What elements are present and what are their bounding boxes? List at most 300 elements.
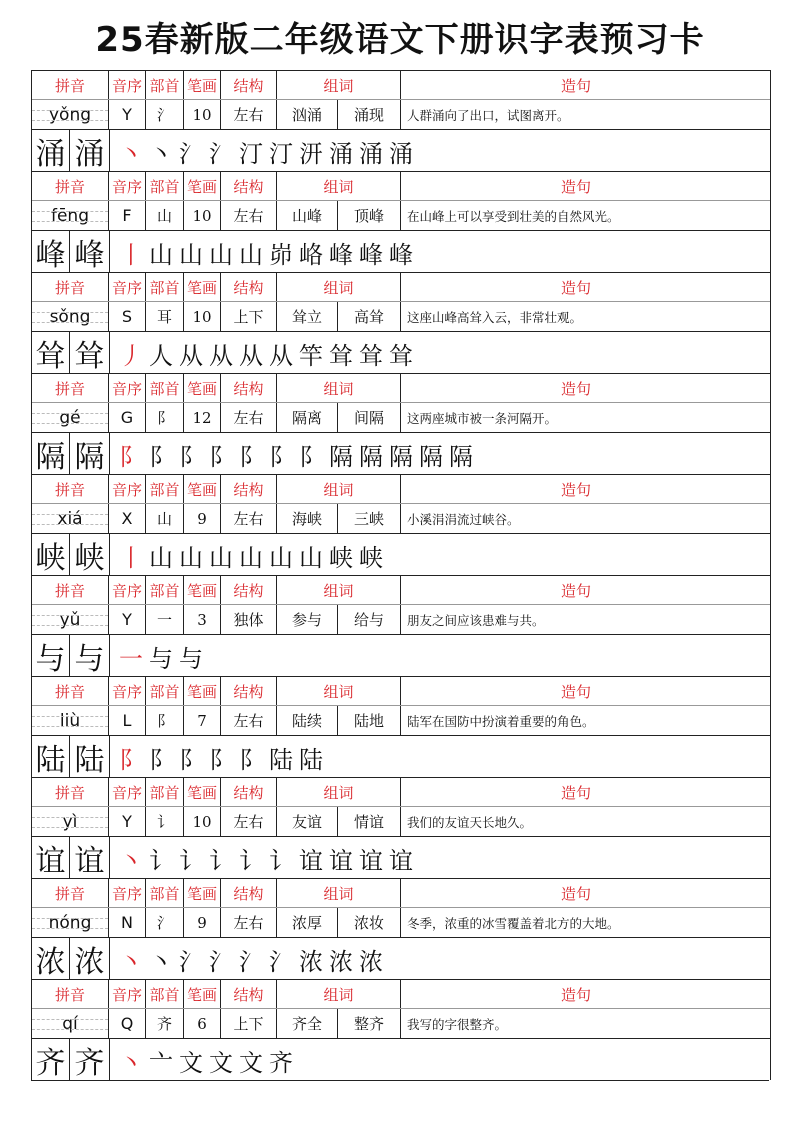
word1-cell: 海峡 <box>277 504 338 533</box>
large-character: 涌 <box>32 130 70 172</box>
header-label: 拼音 <box>54 581 85 600</box>
header-label: 笔画 <box>186 985 217 1004</box>
header-words <box>277 273 401 301</box>
order-letter-cell: N <box>109 908 146 937</box>
pinyin-cell: liù <box>32 706 109 735</box>
header-label: 结构 <box>233 76 264 95</box>
header-label: 拼音 <box>54 884 85 903</box>
header-strokes <box>184 374 221 402</box>
sentence-cell: 小溪涓涓流过峡谷。 <box>407 511 520 527</box>
character-entry <box>32 70 770 171</box>
header-sentence <box>401 475 770 503</box>
stroke-step: 涌 <box>359 139 383 168</box>
header-structure <box>221 172 277 200</box>
page-title: 25春新版二年级语文下册识字表预习卡 <box>95 20 705 60</box>
stroke-step: 阝 <box>269 442 293 471</box>
character-entry <box>32 878 770 979</box>
stroke-step: 与 <box>149 644 173 673</box>
sentence-cell: 我们的友谊天长地久。 <box>407 814 533 830</box>
stroke-step: 人 <box>149 341 173 370</box>
entry-info-row <box>32 908 770 938</box>
stroke-step: 阝 <box>209 442 233 471</box>
pinyin-cell: yì <box>32 807 109 836</box>
word1-cell: 齐全 <box>277 1009 338 1038</box>
large-character: 峰 <box>32 231 70 273</box>
header-label: 组词 <box>323 682 354 701</box>
stroke-sequence <box>116 235 416 270</box>
header-label: 组词 <box>323 177 354 196</box>
header-label: 结构 <box>233 379 264 398</box>
large-character: 齐 <box>32 1039 70 1081</box>
sentence-cell: 人群涌向了出口，试图离开。 <box>407 107 570 123</box>
header-pinyin <box>32 879 109 907</box>
stroke-count-cell: 10 <box>184 100 221 129</box>
stroke-order-row <box>32 130 770 172</box>
stroke-step: 氵 <box>179 947 203 976</box>
header-label: 笔画 <box>186 884 217 903</box>
header-label: 部首 <box>149 379 180 398</box>
stroke-step: 山 <box>149 543 173 572</box>
entry-info-row <box>32 100 770 130</box>
large-character: 峡 <box>32 534 70 576</box>
stroke-step: 从 <box>179 341 203 370</box>
header-structure <box>221 475 277 503</box>
word2-cell: 情谊 <box>338 807 401 836</box>
header-radical <box>146 71 184 99</box>
radical-cell: 一 <box>146 605 184 634</box>
structure-cell: 上下 <box>221 1009 277 1038</box>
word1-cell: 友谊 <box>277 807 338 836</box>
stroke-step: 山 <box>299 543 323 572</box>
header-pinyin <box>32 778 109 806</box>
radical-cell: 氵 <box>146 908 184 937</box>
stroke-step: 阝 <box>149 745 173 774</box>
sentence-cell: 我写的字很整齐。 <box>407 1016 508 1032</box>
structure-cell: 左右 <box>221 403 277 432</box>
header-label: 拼音 <box>54 480 85 499</box>
stroke-sequence <box>116 841 416 876</box>
header-label: 结构 <box>233 985 264 1004</box>
header-words <box>277 980 401 1008</box>
header-label: 音序 <box>111 177 142 196</box>
header-label: 造句 <box>561 76 592 95</box>
header-pinyin <box>32 980 109 1008</box>
stroke-step: 隔 <box>389 442 413 471</box>
order-letter-cell: S <box>109 302 146 331</box>
word1-cell: 山峰 <box>277 201 338 230</box>
large-character: 陆 <box>32 736 70 778</box>
sentence-cell: 冬季，浓重的冰雪覆盖着北方的大地。 <box>407 915 620 931</box>
header-structure <box>221 273 277 301</box>
entry-info-row <box>32 504 770 534</box>
table-bottom-border <box>31 1080 769 1081</box>
stroke-step: 丿 <box>119 341 143 370</box>
header-strokes <box>184 475 221 503</box>
stroke-step: 阝 <box>299 442 323 471</box>
entry-header-row <box>32 172 770 201</box>
header-label: 笔画 <box>186 783 217 802</box>
stroke-step: 讠 <box>269 846 293 875</box>
stroke-sequence <box>116 942 386 977</box>
word2-cell: 陆地 <box>338 706 401 735</box>
stroke-step: 耸 <box>389 341 413 370</box>
entry-info-row <box>32 1009 770 1039</box>
stroke-order-row <box>32 433 770 475</box>
stroke-step: 讠 <box>179 846 203 875</box>
stroke-step: 隔 <box>359 442 383 471</box>
pinyin-cell: xiá <box>32 504 109 533</box>
header-label: 拼音 <box>54 682 85 701</box>
header-label: 组词 <box>323 76 354 95</box>
header-sentence <box>401 273 770 301</box>
stroke-step: 汧 <box>299 139 323 168</box>
header-label: 组词 <box>323 379 354 398</box>
header-label: 造句 <box>561 682 592 701</box>
word1-cell: 浓厚 <box>277 908 338 937</box>
header-label: 音序 <box>111 682 142 701</box>
header-pinyin <box>32 374 109 402</box>
word1-cell: 汹涌 <box>277 100 338 129</box>
header-label: 笔画 <box>186 682 217 701</box>
stroke-order-row <box>32 736 770 778</box>
large-character: 与 <box>32 635 70 677</box>
large-character: 峰 <box>70 231 110 273</box>
stroke-sequence <box>116 740 326 775</box>
character-entry <box>32 777 770 878</box>
pinyin-cell: nóng <box>32 908 109 937</box>
header-label: 结构 <box>233 783 264 802</box>
header-label: 笔画 <box>186 581 217 600</box>
header-label: 造句 <box>561 581 592 600</box>
order-letter-cell: Y <box>109 605 146 634</box>
header-pinyin <box>32 677 109 705</box>
header-sentence <box>401 172 770 200</box>
stroke-step: 文 <box>179 1048 203 1077</box>
character-table <box>31 70 771 1080</box>
entry-header-row <box>32 273 770 302</box>
large-character: 耸 <box>32 332 70 374</box>
word2-cell: 给与 <box>338 605 401 634</box>
entry-header-row <box>32 879 770 908</box>
stroke-step: 文 <box>209 1048 233 1077</box>
radical-cell: 山 <box>146 201 184 230</box>
header-label: 音序 <box>111 783 142 802</box>
stroke-step: 峰 <box>329 240 353 269</box>
header-label: 造句 <box>561 177 592 196</box>
large-character: 齐 <box>70 1039 110 1081</box>
header-label: 拼音 <box>54 379 85 398</box>
header-order <box>109 71 146 99</box>
stroke-step: 丶 <box>119 846 143 875</box>
large-character: 谊 <box>70 837 110 879</box>
stroke-step: 谊 <box>299 846 323 875</box>
header-order <box>109 273 146 301</box>
header-label: 结构 <box>233 581 264 600</box>
stroke-count-cell: 6 <box>184 1009 221 1038</box>
pinyin-cell: yǔ <box>32 605 109 634</box>
header-label: 组词 <box>323 985 354 1004</box>
order-letter-cell: Q <box>109 1009 146 1038</box>
character-entry <box>32 474 770 575</box>
large-character: 隔 <box>32 433 70 475</box>
header-label: 结构 <box>233 884 264 903</box>
sentence-cell: 在山峰上可以享受到壮美的自然风光。 <box>407 208 620 224</box>
header-pinyin <box>32 172 109 200</box>
structure-cell: 左右 <box>221 706 277 735</box>
stroke-step: 阝 <box>239 745 263 774</box>
large-character: 耸 <box>70 332 110 374</box>
stroke-step: 从 <box>269 341 293 370</box>
header-radical <box>146 879 184 907</box>
character-entry <box>32 676 770 777</box>
header-label: 结构 <box>233 682 264 701</box>
header-label: 造句 <box>561 985 592 1004</box>
entry-info-row <box>32 807 770 837</box>
stroke-step: 丶 <box>119 1048 143 1077</box>
stroke-step: 讠 <box>209 846 233 875</box>
stroke-count-cell: 10 <box>184 201 221 230</box>
large-character: 涌 <box>70 130 110 172</box>
stroke-order-row <box>32 1039 770 1081</box>
structure-cell: 独体 <box>221 605 277 634</box>
header-words <box>277 374 401 402</box>
header-radical <box>146 576 184 604</box>
stroke-step: 丶 <box>119 139 143 168</box>
stroke-step: 阝 <box>209 745 233 774</box>
entry-info-row <box>32 605 770 635</box>
structure-cell: 上下 <box>221 302 277 331</box>
stroke-step: 阝 <box>239 442 263 471</box>
stroke-sequence <box>116 437 476 472</box>
entry-header-row <box>32 677 770 706</box>
stroke-step: 阝 <box>119 745 143 774</box>
stroke-step: 耸 <box>329 341 353 370</box>
stroke-step: 谊 <box>389 846 413 875</box>
pinyin-cell: fēng <box>32 201 109 230</box>
large-character: 与 <box>70 635 110 677</box>
stroke-order-row <box>32 231 770 273</box>
entry-header-row <box>32 71 770 100</box>
stroke-sequence <box>116 1043 296 1078</box>
pinyin-cell: sǒng <box>32 302 109 331</box>
header-label: 部首 <box>149 985 180 1004</box>
word2-cell: 高耸 <box>338 302 401 331</box>
stroke-count-cell: 12 <box>184 403 221 432</box>
header-words <box>277 576 401 604</box>
header-label: 造句 <box>561 278 592 297</box>
header-sentence <box>401 778 770 806</box>
header-label: 造句 <box>561 480 592 499</box>
word1-cell: 参与 <box>277 605 338 634</box>
header-words <box>277 778 401 806</box>
header-words <box>277 677 401 705</box>
header-order <box>109 475 146 503</box>
stroke-step: 隔 <box>419 442 443 471</box>
stroke-step: 浓 <box>329 947 353 976</box>
stroke-step: 山 <box>149 240 173 269</box>
header-radical <box>146 172 184 200</box>
stroke-count-cell: 7 <box>184 706 221 735</box>
stroke-step: 氵 <box>269 947 293 976</box>
header-strokes <box>184 576 221 604</box>
header-label: 组词 <box>323 581 354 600</box>
structure-cell: 左右 <box>221 100 277 129</box>
stroke-count-cell: 10 <box>184 807 221 836</box>
stroke-step: 峰 <box>389 240 413 269</box>
stroke-step: 隔 <box>329 442 353 471</box>
header-strokes <box>184 778 221 806</box>
stroke-step: 从 <box>239 341 263 370</box>
header-sentence <box>401 71 770 99</box>
stroke-step: 阝 <box>149 442 173 471</box>
header-label: 笔画 <box>186 480 217 499</box>
stroke-count-cell: 10 <box>184 302 221 331</box>
header-label: 造句 <box>561 379 592 398</box>
word2-cell: 间隔 <box>338 403 401 432</box>
header-radical <box>146 475 184 503</box>
large-character: 峡 <box>70 534 110 576</box>
stroke-count-cell: 9 <box>184 908 221 937</box>
word1-cell: 耸立 <box>277 302 338 331</box>
header-sentence <box>401 374 770 402</box>
stroke-step: 峁 <box>269 240 293 269</box>
large-character: 浓 <box>70 938 110 980</box>
header-order <box>109 980 146 1008</box>
header-label: 部首 <box>149 278 180 297</box>
stroke-step: 亠 <box>149 1048 173 1077</box>
header-label: 笔画 <box>186 76 217 95</box>
order-letter-cell: X <box>109 504 146 533</box>
header-label: 拼音 <box>54 76 85 95</box>
header-sentence <box>401 980 770 1008</box>
header-label: 音序 <box>111 581 142 600</box>
stroke-step: 丶 <box>149 947 173 976</box>
header-label: 组词 <box>323 480 354 499</box>
pinyin-cell: yǒng <box>32 100 109 129</box>
large-character: 谊 <box>32 837 70 879</box>
sentence-cell: 这座山峰高耸入云，非常壮观。 <box>407 309 583 325</box>
stroke-step: 文 <box>239 1048 263 1077</box>
header-label: 音序 <box>111 884 142 903</box>
header-strokes <box>184 879 221 907</box>
stroke-step: 丶 <box>149 139 173 168</box>
header-label: 笔画 <box>186 278 217 297</box>
header-label: 音序 <box>111 76 142 95</box>
header-label: 组词 <box>323 783 354 802</box>
stroke-step: 峰 <box>359 240 383 269</box>
header-structure <box>221 778 277 806</box>
character-entry <box>32 171 770 272</box>
word2-cell: 顶峰 <box>338 201 401 230</box>
word1-cell: 陆续 <box>277 706 338 735</box>
stroke-step: 氵 <box>239 947 263 976</box>
order-letter-cell: L <box>109 706 146 735</box>
header-pinyin <box>32 475 109 503</box>
header-order <box>109 778 146 806</box>
header-order <box>109 576 146 604</box>
sentence-cell: 陆军在国防中扮演着重要的角色。 <box>407 713 595 729</box>
stroke-step: 竿 <box>299 341 323 370</box>
stroke-step: 浓 <box>299 947 323 976</box>
stroke-step: 丶 <box>119 947 143 976</box>
header-sentence <box>401 576 770 604</box>
structure-cell: 左右 <box>221 908 277 937</box>
header-strokes <box>184 677 221 705</box>
header-pinyin <box>32 576 109 604</box>
radical-cell: 齐 <box>146 1009 184 1038</box>
stroke-step: 山 <box>179 543 203 572</box>
stroke-count-cell: 9 <box>184 504 221 533</box>
header-structure <box>221 71 277 99</box>
stroke-step: 峡 <box>329 543 353 572</box>
word2-cell: 整齐 <box>338 1009 401 1038</box>
stroke-step: 阝 <box>119 442 143 471</box>
header-label: 笔画 <box>186 379 217 398</box>
radical-cell: 山 <box>146 504 184 533</box>
stroke-step: 丨 <box>119 543 143 572</box>
header-label: 部首 <box>149 682 180 701</box>
stroke-step: 山 <box>239 240 263 269</box>
entry-info-row <box>32 201 770 231</box>
stroke-step: 山 <box>269 543 293 572</box>
header-label: 造句 <box>561 783 592 802</box>
stroke-step: 汀 <box>269 139 293 168</box>
stroke-step: 谊 <box>359 846 383 875</box>
pinyin-cell: qí <box>32 1009 109 1038</box>
word2-cell: 三峡 <box>338 504 401 533</box>
character-entry <box>32 575 770 676</box>
stroke-step: 氵 <box>179 139 203 168</box>
stroke-step: 齐 <box>269 1048 293 1077</box>
stroke-step: 氵 <box>209 947 233 976</box>
header-sentence <box>401 879 770 907</box>
stroke-step: 与 <box>179 644 203 673</box>
stroke-step: 氵 <box>209 139 233 168</box>
radical-cell: 阝 <box>146 403 184 432</box>
stroke-step: 阝 <box>179 745 203 774</box>
stroke-step: 峡 <box>359 543 383 572</box>
stroke-order-row <box>32 332 770 374</box>
stroke-step: 隔 <box>449 442 473 471</box>
header-strokes <box>184 273 221 301</box>
header-words <box>277 879 401 907</box>
entry-header-row <box>32 374 770 403</box>
header-label: 结构 <box>233 177 264 196</box>
radical-cell: 氵 <box>146 100 184 129</box>
header-label: 音序 <box>111 278 142 297</box>
entry-header-row <box>32 576 770 605</box>
header-label: 部首 <box>149 783 180 802</box>
stroke-step: 峈 <box>299 240 323 269</box>
header-words <box>277 172 401 200</box>
entry-info-row <box>32 302 770 332</box>
large-character: 陆 <box>70 736 110 778</box>
header-label: 部首 <box>149 177 180 196</box>
stroke-order-row <box>32 635 770 677</box>
header-label: 部首 <box>149 76 180 95</box>
word2-cell: 涌现 <box>338 100 401 129</box>
radical-cell: 耳 <box>146 302 184 331</box>
large-character: 浓 <box>32 938 70 980</box>
stroke-step: 山 <box>209 543 233 572</box>
character-entry <box>32 373 770 474</box>
order-letter-cell: G <box>109 403 146 432</box>
header-radical <box>146 980 184 1008</box>
order-letter-cell: F <box>109 201 146 230</box>
header-pinyin <box>32 273 109 301</box>
stroke-step: 山 <box>209 240 233 269</box>
stroke-step: 山 <box>179 240 203 269</box>
